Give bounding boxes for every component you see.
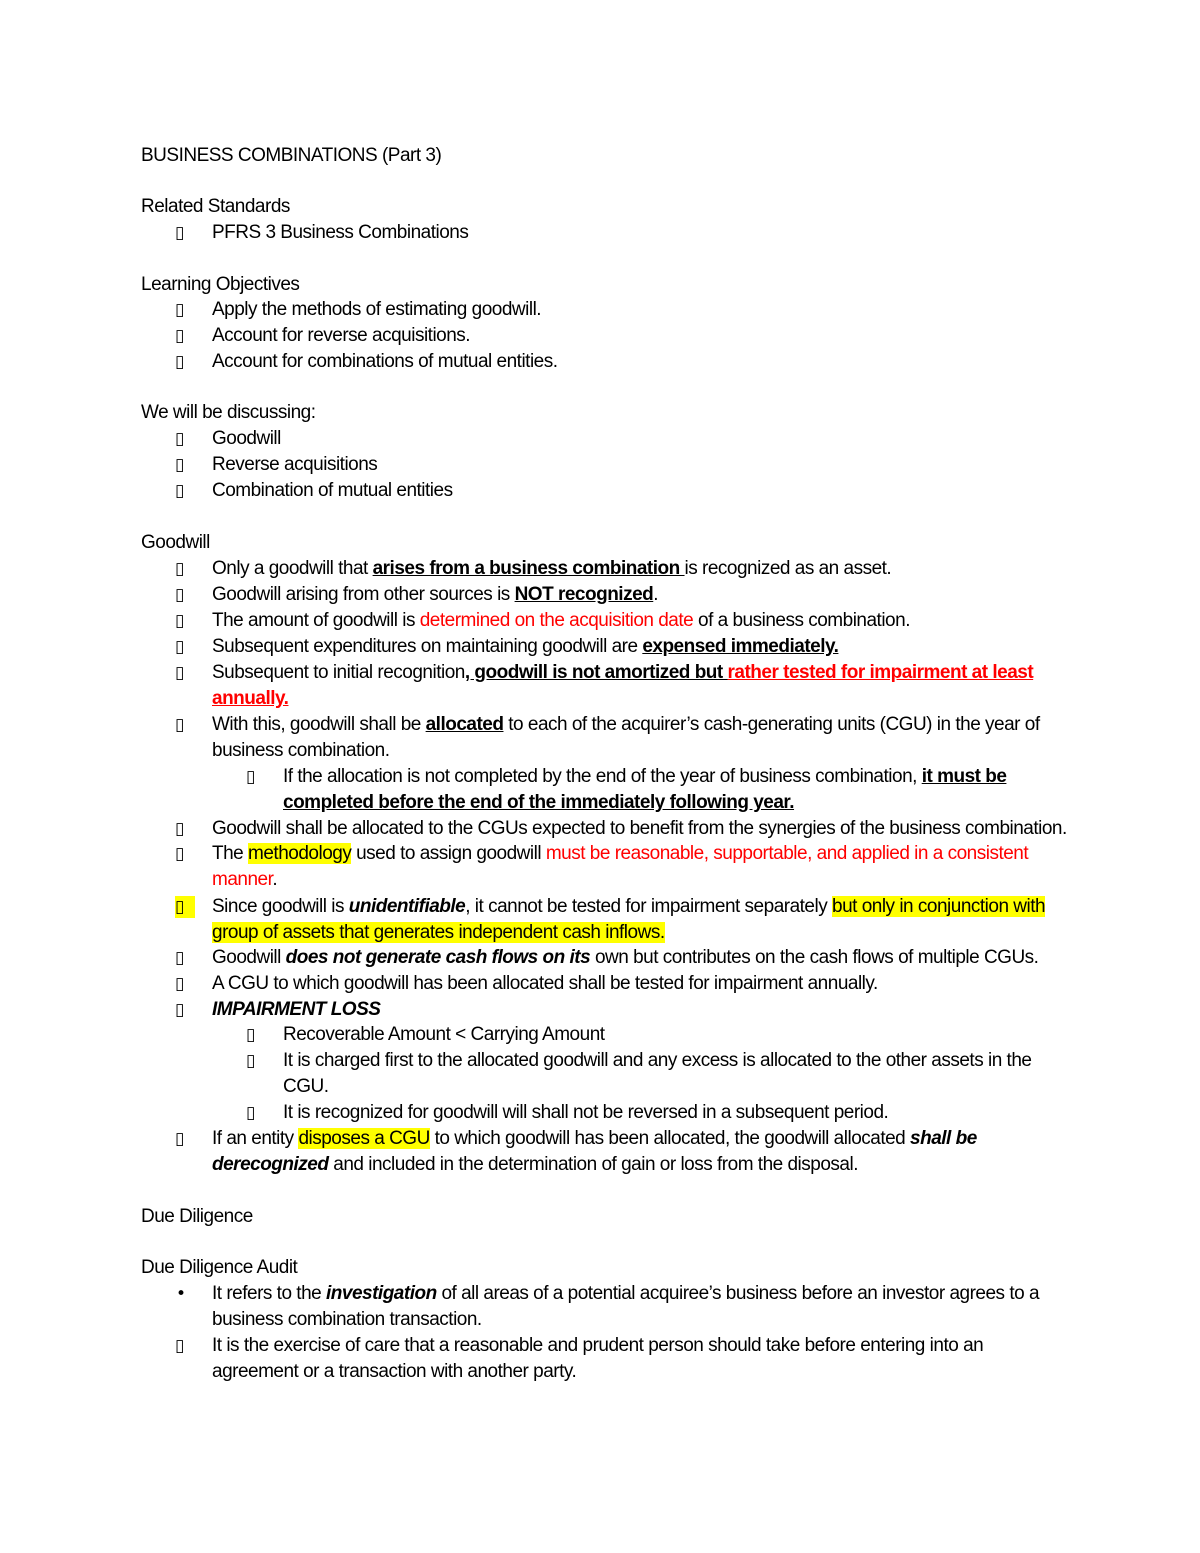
text-run: Goodwill — [212, 947, 286, 968]
emphasis-text: NOT recognized — [514, 584, 654, 605]
emphasis-text: , goodwill is not amortized but — [464, 662, 728, 683]
text-run: . — [272, 869, 278, 890]
list-item-continuation — [212, 922, 665, 944]
emphasis-text: does not generate cash flows on its — [285, 947, 591, 968]
sublist-bullet-icon: ▯ — [246, 1103, 256, 1123]
text-run: , it cannot be tested for impairment separately — [465, 896, 833, 917]
learning-objectives-heading: Learning Objectives — [141, 274, 300, 295]
emphasis-text: shall be — [910, 1128, 977, 1149]
sublist-bullet-icon: ▯ — [246, 767, 256, 787]
dot-bullet-icon: • — [176, 1284, 187, 1304]
list-item: Reverse acquisitions — [212, 454, 378, 475]
list-item: PFRS 3 Business Combinations — [212, 222, 469, 243]
sublist-item: Recoverable Amount < Carrying Amount — [283, 1024, 605, 1045]
list-item — [212, 636, 838, 658]
list-item — [212, 714, 1040, 736]
text-run: of a business combination. — [698, 610, 910, 631]
list-item-continuation: business combination. — [212, 740, 390, 761]
list-bullet-icon: ▯ — [175, 481, 185, 501]
list-bullet-icon: ▯ — [175, 1000, 185, 1020]
list-item — [212, 662, 1033, 684]
list-item — [212, 1283, 1039, 1305]
list-bullet-icon: ▯ — [175, 1336, 185, 1356]
list-item-continuation — [212, 1154, 858, 1176]
emphasis-text: unidentifiable — [348, 896, 466, 917]
sublist-bullet-icon: ▯ — [246, 1025, 256, 1045]
text-run: Subsequent to initial recognition — [212, 662, 465, 683]
red-emphasis-text: annually. — [212, 688, 289, 709]
list-item — [212, 558, 891, 580]
list-item: Account for combinations of mutual entities. — [212, 351, 558, 372]
text-run: With this, goodwill shall be — [212, 714, 426, 735]
list-bullet-icon: ▯ — [175, 455, 185, 475]
list-item: It is the exercise of care that a reasonable and prudent person should take before entering into an — [212, 1335, 984, 1356]
list-item — [212, 1128, 977, 1150]
list-bullet-icon: ▯ — [175, 300, 185, 320]
list-bullet-icon: ▯ — [175, 974, 185, 994]
highlighted-bullet-icon: ▯ — [175, 896, 195, 918]
emphasis-text: derecognized — [212, 1154, 329, 1175]
text-run: The — [212, 843, 249, 864]
text-run: Since goodwill is — [212, 896, 349, 917]
text-run: to each of the acquirer’s cash-generating units (CGU) in the year of — [503, 714, 1040, 735]
text-run: Subsequent expenditures on maintaining goodwill are — [212, 636, 643, 657]
list-item-continuation — [212, 688, 288, 710]
list-bullet-icon: ▯ — [175, 948, 185, 968]
emphasis-text: investigation — [326, 1283, 437, 1304]
list-bullet-icon: ▯ — [175, 637, 185, 657]
list-item — [212, 843, 1028, 865]
text-run: own but contributes on the cash flows of multiple CGUs. — [590, 947, 1039, 968]
list-item: A CGU to which goodwill has been allocated shall be tested for impairment annually. — [212, 973, 878, 994]
text-run: to which goodwill has been allocated, the goodwill allocated — [429, 1128, 911, 1149]
list-bullet-icon: ▯ — [175, 715, 185, 735]
goodwill-heading: Goodwill — [141, 532, 210, 553]
highlighted-text: but only in conjunction with — [832, 896, 1046, 917]
list-item — [212, 610, 910, 632]
list-item — [212, 947, 1038, 969]
list-item: Goodwill shall be allocated to the CGUs expected to benefit from the synergies of the business combination. — [212, 818, 1067, 839]
discussing-heading: We will be discussing: — [141, 402, 316, 423]
sublist-item: It is charged first to the allocated goodwill and any excess is allocated to the other assets in the — [283, 1050, 1032, 1071]
list-item — [212, 896, 1045, 918]
emphasis-text: completed before the end of the immediately following year. — [283, 792, 795, 813]
list-item: Goodwill — [212, 428, 281, 449]
due-diligence-audit-heading: Due Diligence Audit — [141, 1257, 298, 1278]
list-bullet-icon: ▯ — [175, 1129, 185, 1149]
list-item: IMPAIRMENT LOSS — [212, 999, 381, 1020]
sublist-item-continuation — [283, 792, 794, 814]
list-bullet-icon: ▯ — [175, 819, 185, 839]
list-item-continuation: business combination transaction. — [212, 1309, 482, 1330]
list-item: Combination of mutual entities — [212, 480, 453, 501]
highlighted-text: disposes a CGU — [298, 1128, 430, 1149]
text-run: and included in the determination of gain or loss from the disposal. — [328, 1154, 858, 1175]
page-title: BUSINESS COMBINATIONS (Part 3) — [141, 145, 442, 166]
emphasis-text: it must be — [921, 766, 1007, 787]
sublist-item-continuation: CGU. — [283, 1076, 329, 1097]
list-item-continuation — [212, 869, 277, 891]
list-item — [212, 584, 658, 606]
text-run: The amount of goodwill is — [212, 610, 420, 631]
text-run: Only a goodwill that — [212, 558, 373, 579]
list-item-continuation: agreement or a transaction with another party. — [212, 1361, 577, 1382]
list-bullet-icon: ▯ — [175, 352, 185, 372]
due-diligence-heading: Due Diligence — [141, 1206, 253, 1227]
sublist-item — [283, 766, 1006, 788]
list-bullet-icon: ▯ — [175, 326, 185, 346]
emphasis-text: allocated — [425, 714, 504, 735]
text-run: is recognized as an asset. — [684, 558, 892, 579]
list-bullet-icon: ▯ — [175, 223, 185, 243]
text-run: used to assign goodwill — [351, 843, 546, 864]
emphasis-text: expensed immediately. — [642, 636, 839, 657]
text-run: If the allocation is not completed by the end of the year of business combination, — [283, 766, 922, 787]
red-emphasis-text: rather tested for impairment at least — [727, 662, 1034, 683]
list-bullet-icon: ▯ — [175, 585, 185, 605]
related-standards-heading: Related Standards — [141, 196, 290, 217]
sublist-item: It is recognized for goodwill will shall not be reversed in a subsequent period. — [283, 1102, 889, 1123]
text-run: It refers to the — [212, 1283, 326, 1304]
text-run: Goodwill arising from other sources is — [212, 584, 515, 605]
text-run: of all areas of a potential acquiree’s business before an investor agrees to a — [436, 1283, 1040, 1304]
emphasis-text: arises from a business combination — [372, 558, 685, 579]
list-item: Apply the methods of estimating goodwill. — [212, 299, 542, 320]
red-text: manner — [212, 869, 273, 890]
list-bullet-icon: ▯ — [175, 663, 185, 683]
highlighted-text: methodology — [248, 843, 352, 864]
list-bullet-icon: ▯ — [175, 559, 185, 579]
list-bullet-icon: ▯ — [175, 611, 185, 631]
red-text: determined on the acquisition date — [419, 610, 698, 631]
text-run: . — [653, 584, 659, 605]
list-bullet-icon: ▯ — [175, 844, 185, 864]
sublist-bullet-icon: ▯ — [246, 1051, 256, 1071]
red-text: must be reasonable, supportable, and applied in a consistent — [545, 843, 1029, 864]
list-item: Account for reverse acquisitions. — [212, 325, 471, 346]
list-bullet-icon: ▯ — [175, 429, 185, 449]
text-run: If an entity — [212, 1128, 299, 1149]
highlighted-text: group of assets that generates independent cash inflows. — [212, 922, 665, 943]
